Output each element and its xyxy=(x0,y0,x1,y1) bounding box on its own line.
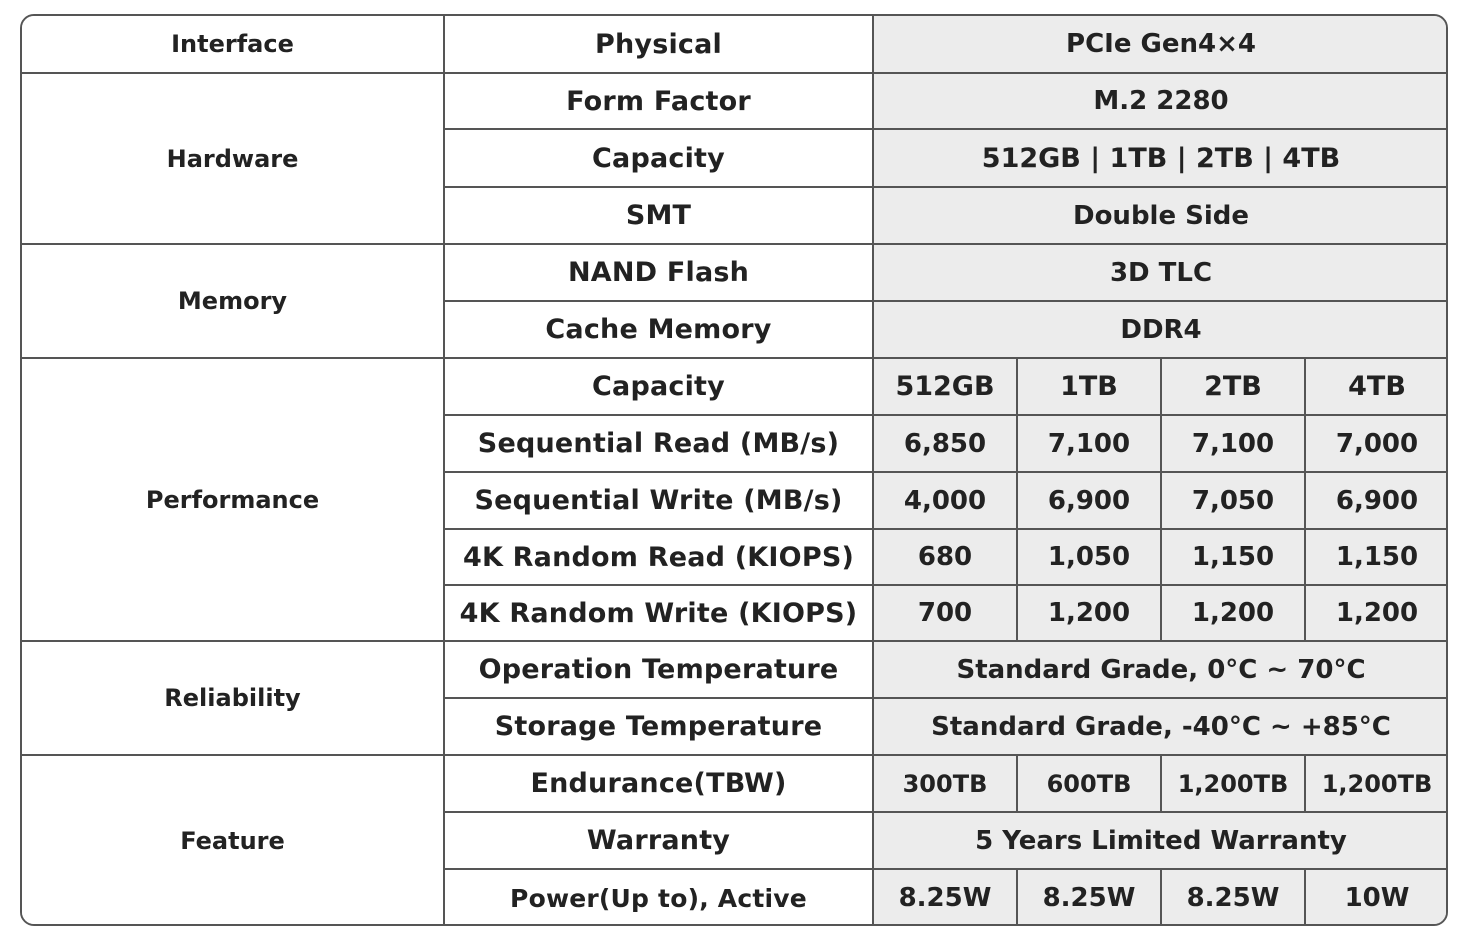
seq-read-512gb: 6,850 xyxy=(873,415,1017,472)
capacity-512gb: 512GB xyxy=(873,358,1017,415)
attr-cache-memory: Cache Memory xyxy=(444,301,873,358)
power-2tb: 8.25W xyxy=(1161,869,1305,926)
rand-read-1tb: 1,050 xyxy=(1017,529,1161,585)
category-interface: Interface xyxy=(22,16,444,73)
capacity-1tb: 1TB xyxy=(1017,358,1161,415)
attr-physical: Physical xyxy=(444,16,873,73)
value-smt: Double Side xyxy=(873,187,1448,244)
rand-read-4tb: 1,150 xyxy=(1305,529,1448,585)
rand-write-512gb: 700 xyxy=(873,585,1017,641)
value-warranty: 5 Years Limited Warranty xyxy=(873,812,1448,869)
power-512gb: 8.25W xyxy=(873,869,1017,926)
attr-rand-write: 4K Random Write (KIOPS) xyxy=(444,585,873,641)
value-form-factor: M.2 2280 xyxy=(873,73,1448,129)
rand-write-1tb: 1,200 xyxy=(1017,585,1161,641)
attr-operation-temp: Operation Temperature xyxy=(444,641,873,698)
attr-perf-capacity: Capacity xyxy=(444,358,873,415)
value-capacity: 512GB | 1TB | 2TB | 4TB xyxy=(873,129,1448,187)
category-hardware: Hardware xyxy=(22,73,444,244)
attr-endurance: Endurance(TBW) xyxy=(444,755,873,812)
endurance-1tb: 600TB xyxy=(1017,755,1161,812)
rand-read-512gb: 680 xyxy=(873,529,1017,585)
attr-smt: SMT xyxy=(444,187,873,244)
seq-write-4tb: 6,900 xyxy=(1305,472,1448,529)
seq-write-1tb: 6,900 xyxy=(1017,472,1161,529)
seq-write-512gb: 4,000 xyxy=(873,472,1017,529)
attr-seq-read: Sequential Read (MB/s) xyxy=(444,415,873,472)
value-nand-flash: 3D TLC xyxy=(873,244,1448,301)
attr-form-factor: Form Factor xyxy=(444,73,873,129)
seq-read-1tb: 7,100 xyxy=(1017,415,1161,472)
spec-table xyxy=(22,16,1448,926)
capacity-2tb: 2TB xyxy=(1161,358,1305,415)
spec-table-frame xyxy=(20,14,1448,926)
capacity-4tb: 4TB xyxy=(1305,358,1448,415)
attr-nand-flash: NAND Flash xyxy=(444,244,873,301)
rand-read-2tb: 1,150 xyxy=(1161,529,1305,585)
value-storage-temp: Standard Grade, -40°C ~ +85°C xyxy=(873,698,1448,755)
value-cache-memory: DDR4 xyxy=(873,301,1448,358)
seq-read-2tb: 7,100 xyxy=(1161,415,1305,472)
table-row xyxy=(22,73,1448,129)
endurance-4tb: 1,200TB xyxy=(1305,755,1448,812)
seq-read-4tb: 7,000 xyxy=(1305,415,1448,472)
table-row xyxy=(22,755,1448,812)
power-4tb: 10W xyxy=(1305,869,1448,926)
category-reliability: Reliability xyxy=(22,641,444,755)
rand-write-2tb: 1,200 xyxy=(1161,585,1305,641)
power-1tb: 8.25W xyxy=(1017,869,1161,926)
table-row xyxy=(22,244,1448,301)
attr-warranty: Warranty xyxy=(444,812,873,869)
endurance-2tb: 1,200TB xyxy=(1161,755,1305,812)
table-row xyxy=(22,358,1448,415)
category-memory: Memory xyxy=(22,244,444,358)
category-performance: Performance xyxy=(22,358,444,641)
value-operation-temp: Standard Grade, 0°C ~ 70°C xyxy=(873,641,1448,698)
attr-storage-temp: Storage Temperature xyxy=(444,698,873,755)
value-physical: PCIe Gen4×4 xyxy=(873,16,1448,73)
category-feature: Feature xyxy=(22,755,444,926)
attr-rand-read: 4K Random Read (KIOPS) xyxy=(444,529,873,585)
table-row xyxy=(22,16,1448,73)
attr-seq-write: Sequential Write (MB/s) xyxy=(444,472,873,529)
seq-write-2tb: 7,050 xyxy=(1161,472,1305,529)
attr-power: Power(Up to), Active xyxy=(444,869,873,926)
rand-write-4tb: 1,200 xyxy=(1305,585,1448,641)
table-row xyxy=(22,641,1448,698)
endurance-512gb: 300TB xyxy=(873,755,1017,812)
attr-capacity: Capacity xyxy=(444,129,873,187)
